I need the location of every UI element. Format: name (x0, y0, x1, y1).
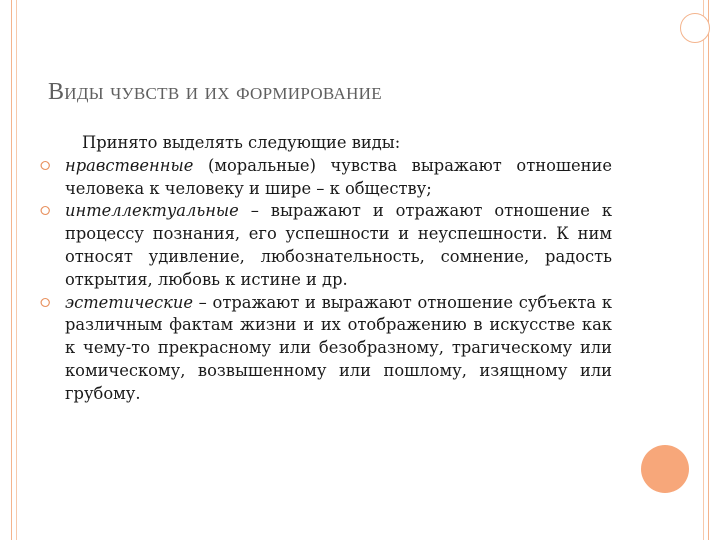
ring-bullet-icon: ⭘ (40, 158, 51, 174)
decorative-circle-top (680, 13, 710, 43)
item-description: – отражают и выражают отношение субъекта к различным фактам жизни и их отображению в искусстве как к чему-то прекрасному или безобразному, трагическому или комическому, возвышенному или пошлому, изящному или грубому. (65, 292, 612, 403)
list-item-text (65, 200, 612, 291)
item-description: – выражают и отражают отношение к процессу познания, его успешности и неуспешности. К ним относят удивление, любознательность, сомнение, радость открытия, любовь к истине и др. (65, 201, 612, 289)
list-item-text (65, 292, 612, 406)
item-description: (моральные) чувства выражают отношение человека к человеку и шире – к обществу; (65, 155, 612, 198)
list-item-aesthetic (40, 292, 612, 406)
slide-title: Виды чувств и их формирование (48, 79, 382, 105)
intro-text: Принято выделять следующие виды: (82, 133, 401, 152)
decorative-circle-bottom (641, 445, 689, 493)
slide-content (40, 132, 612, 406)
list-item-text (65, 155, 612, 201)
ring-bullet-icon: ⭘ (40, 295, 51, 311)
term-moral: нравственные (65, 155, 194, 175)
list-item-intellectual (40, 200, 612, 291)
term-intellectual: интеллектуальные (65, 201, 239, 221)
term-aesthetic: эстетические (65, 292, 193, 312)
ring-bullet-icon: ⭘ (40, 204, 51, 220)
list-item-moral (40, 155, 612, 201)
